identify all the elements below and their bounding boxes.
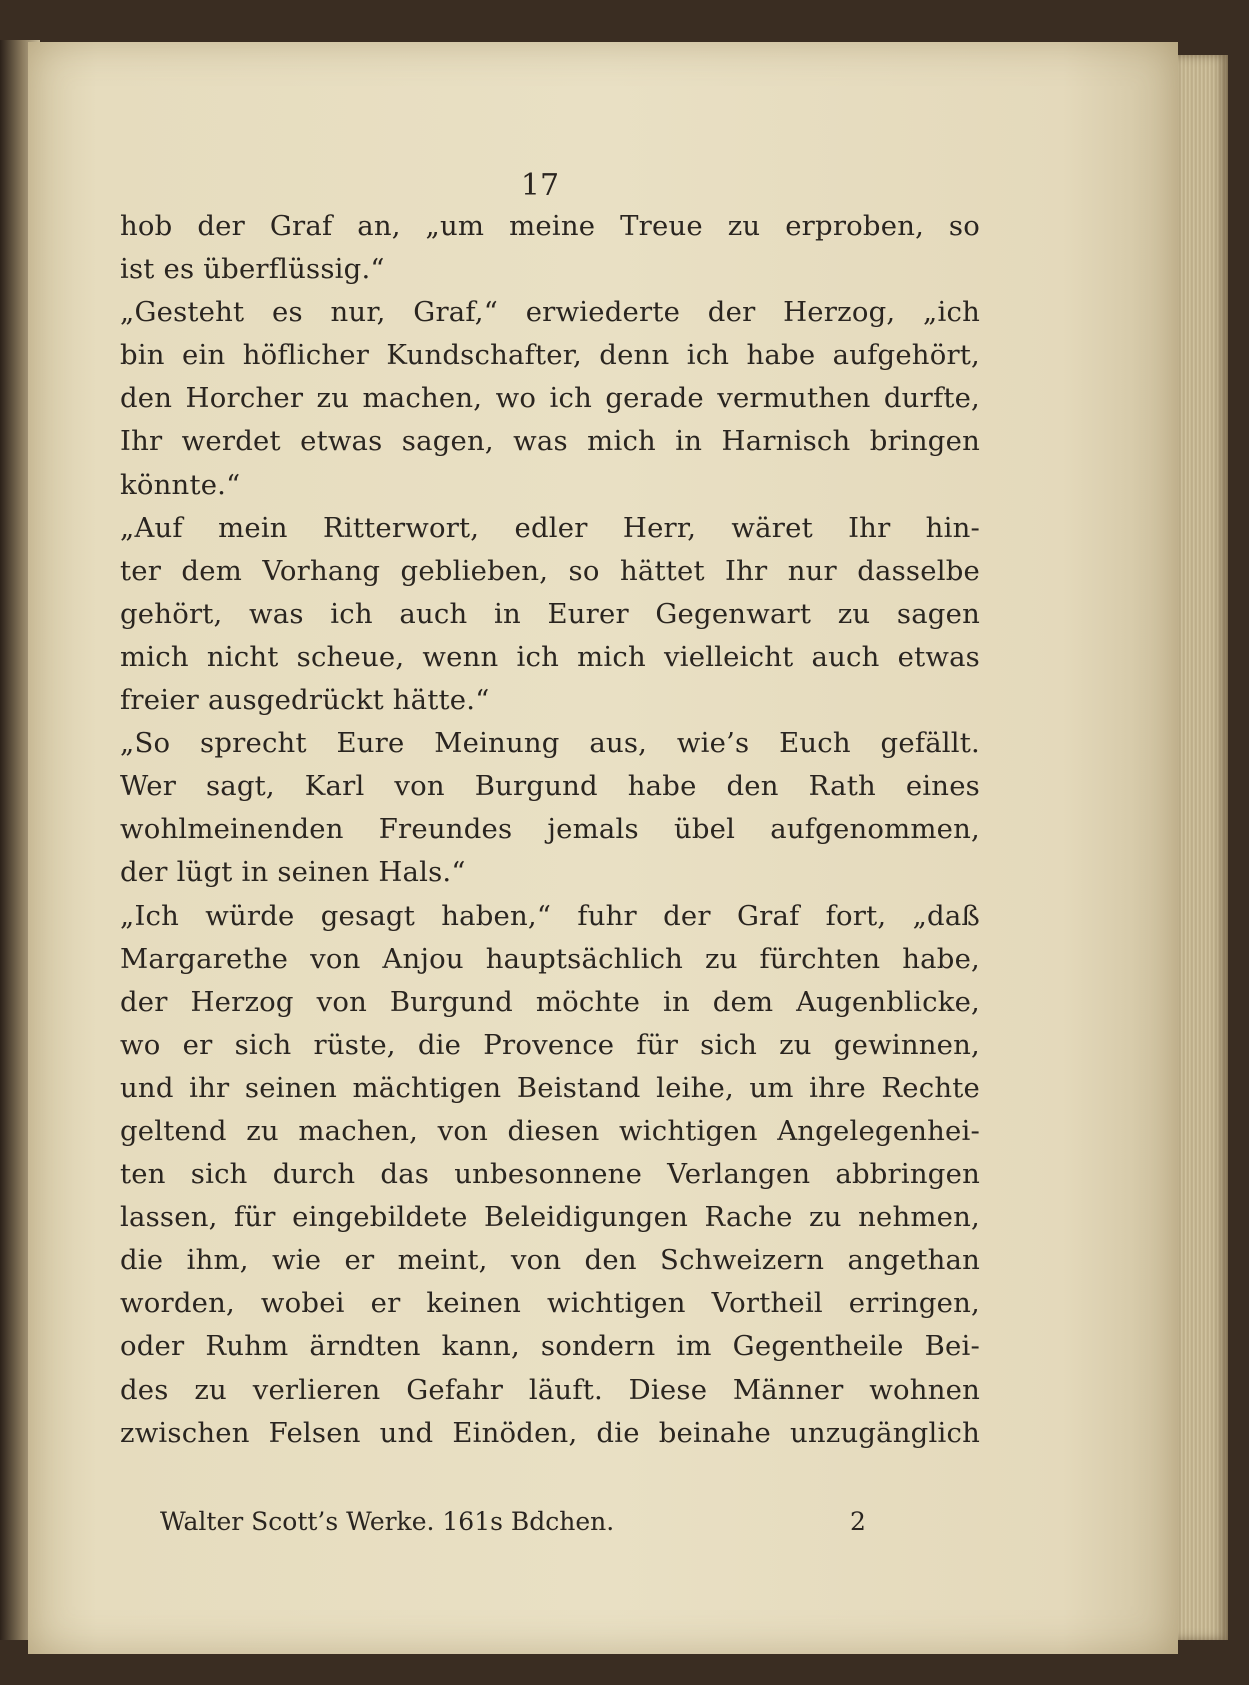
footer-signature: Walter Scott’s Werke. 161s Bdchen. <box>160 1507 615 1536</box>
text-line: worden, wobei er keinen wichtigen Vortheil erringen, <box>120 1287 980 1320</box>
text-line: die ihm, wie er meint, von den Schweizern angethan <box>120 1244 980 1277</box>
sheet-number: 2 <box>850 1507 866 1536</box>
text-line: Ihr werdet etwas sagen, was mich in Harnisch bringen <box>120 425 980 458</box>
text-line: Wer sagt, Karl von Burgund habe den Rath eines <box>120 770 980 803</box>
text-line: „Auf mein Ritterwort, edler Herr, wäret Ihr hin- <box>120 511 980 544</box>
text-line: zwischen Felsen und Einöden, die beinahe unzugänglich <box>120 1416 980 1449</box>
text-line: „So sprecht Eure Meinung aus, wie’s Euch gefällt. <box>120 727 980 760</box>
text-line: der Herzog von Burgund möchte in dem Augenblicke, <box>120 985 980 1018</box>
text-line: Margarethe von Anjou hauptsächlich zu fürchten habe, <box>120 942 980 975</box>
text-line: ist es überflüssig.“ <box>120 253 385 286</box>
text-line: wo er sich rüste, die Provence für sich zu gewinnen, <box>120 1028 980 1061</box>
text-line: des zu verlieren Gefahr läuft. Diese Männer wohnen <box>120 1373 980 1406</box>
text-line: oder Ruhm ärndten kann, sondern im Gegentheile Bei- <box>120 1330 980 1363</box>
text-line: geltend zu machen, von diesen wichtigen Angelegenhei- <box>120 1114 980 1147</box>
body-text <box>120 205 980 1455</box>
text-line: gehört, was ich auch in Eurer Gegenwart zu sagen <box>120 597 980 630</box>
text-line: ten sich durch das unbesonnene Verlangen abbringen <box>120 1158 980 1191</box>
text-line: ter dem Vorhang geblieben, so hättet Ihr nur dasselbe <box>120 554 980 587</box>
text-line: „Ich würde gesagt haben,“ fuhr der Graf fort, „daß <box>120 899 980 932</box>
text-line: freier ausgedrückt hätte.“ <box>120 684 490 717</box>
book-page-edges <box>1178 55 1228 1640</box>
text-line: der lügt in seinen Hals.“ <box>120 856 466 889</box>
page-number: 17 <box>520 168 560 203</box>
text-line: mich nicht scheue, wenn ich mich vielleicht auch etwas <box>120 640 980 673</box>
text-line: bin ein höflicher Kundschafter, denn ich habe aufgehört, <box>120 339 980 372</box>
text-line: und ihr seinen mächtigen Beistand leihe, um ihre Rechte <box>120 1071 980 1104</box>
text-line: den Horcher zu machen, wo ich gerade vermuthen durfte, <box>120 382 980 415</box>
text-line: hob der Graf an, „um meine Treue zu erproben, so <box>120 210 980 242</box>
text-line: lassen, für eingebildete Beleidigungen Rache zu nehmen, <box>120 1201 980 1234</box>
page-footer <box>160 1507 900 1547</box>
text-line: könnte.“ <box>120 468 241 501</box>
text-line: wohlmeinenden Freundes jemals übel aufgenommen, <box>120 813 980 846</box>
text-line: „Gesteht es nur, Graf,“ erwiederte der Herzog, „ich <box>120 296 980 329</box>
